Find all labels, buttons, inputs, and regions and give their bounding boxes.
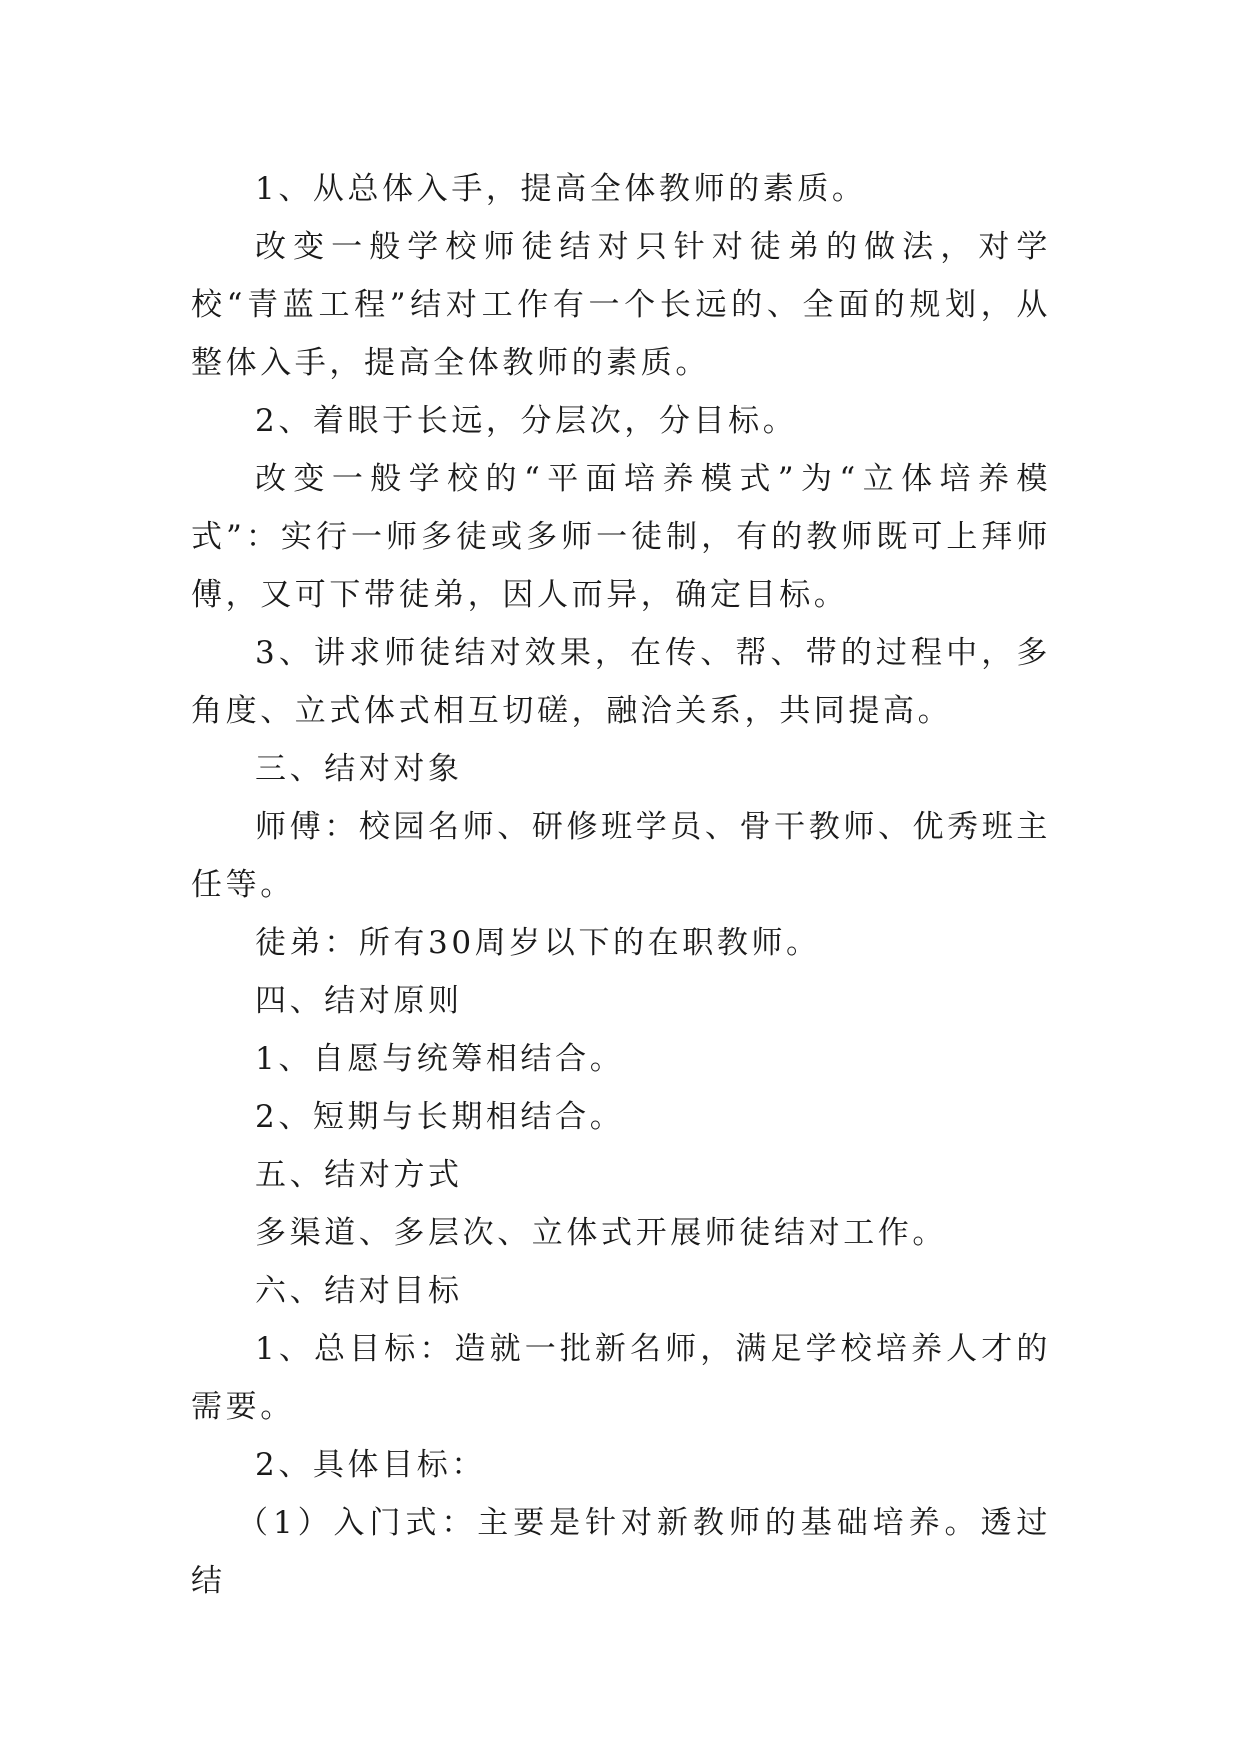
- principle-2: 2、短期与长期相结合。: [255, 1099, 625, 1135]
- goal-specific-heading: 2、具体目标：: [255, 1447, 486, 1483]
- goal-specific-1: （1）入门式：主要是针对新教师的基础培养。透过结: [191, 1505, 1051, 1599]
- section-heading-methods: 五、结对方式: [255, 1157, 463, 1193]
- paragraph-apprentices: 徒弟：所有30周岁以下的在职教师。: [255, 925, 821, 961]
- section-heading-goals: 六、结对目标: [255, 1273, 463, 1309]
- paragraph-2: 改变一般学校师徒结对只针对徒弟的做法，对学校“青蓝工程”结对工作有一个长远的、全面的规划，从整体入手，提高全体教师的素质。: [191, 229, 1051, 381]
- section-heading-objects: 三、结对对象: [255, 751, 463, 787]
- paragraph-methods: 多渠道、多层次、立体式开展师徒结对工作。: [255, 1215, 947, 1251]
- document-body: [191, 160, 1051, 1610]
- paragraph-1: 1、从总体入手，提高全体教师的素质。: [255, 171, 867, 207]
- paragraph-4: 改变一般学校的“平面培养模式”为“立体培养模式”：实行一师多徒或多师一徒制，有的教师既可上拜师傅，又可下带徒弟，因人而异，确定目标。: [191, 461, 1051, 613]
- goal-overall: 1、总目标：造就一批新名师，满足学校培养人才的需要。: [191, 1331, 1051, 1425]
- paragraph-mentors: 师傅：校园名师、研修班学员、骨干教师、优秀班主任等。: [191, 809, 1051, 903]
- principle-1: 1、自愿与统筹相结合。: [255, 1041, 625, 1077]
- section-heading-principles: 四、结对原则: [255, 983, 463, 1019]
- paragraph-5: 3、讲求师徒结对效果，在传、帮、带的过程中，多角度、立式体式相互切磋，融洽关系，共同提高。: [191, 635, 1051, 729]
- paragraph-3: 2、着眼于长远，分层次，分目标。: [255, 403, 798, 439]
